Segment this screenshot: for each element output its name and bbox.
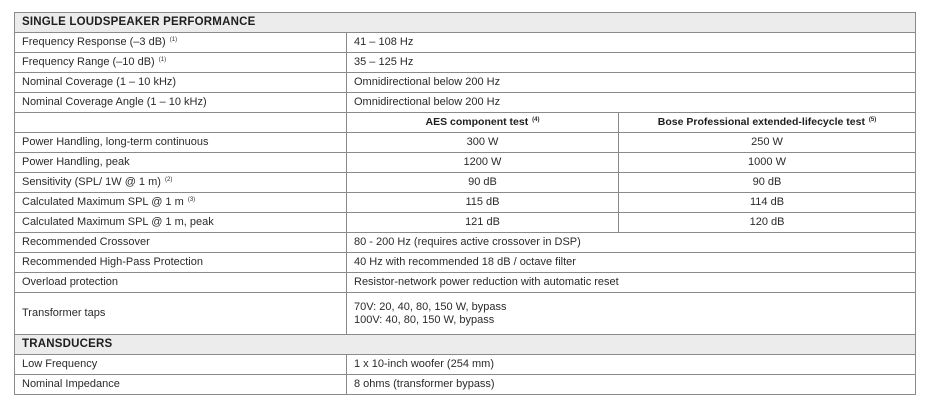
row-value-aes: 115 dB bbox=[347, 193, 619, 213]
table-row-nominal-coverage-angle bbox=[15, 93, 916, 113]
row-value-aes: 300 W bbox=[347, 133, 619, 153]
row-label: Low Frequency bbox=[15, 355, 347, 375]
spec-table-container bbox=[14, 12, 915, 395]
spec-table bbox=[14, 12, 916, 395]
row-value-bose: 120 dB bbox=[619, 213, 916, 233]
footnote-marker: (4) bbox=[532, 117, 540, 123]
row-label: Transformer taps bbox=[15, 293, 347, 335]
footnote-marker: (1) bbox=[169, 37, 178, 43]
column-header-aes: AES component test $^{(4)}$ bbox=[347, 113, 619, 133]
footnote-marker: (3) bbox=[187, 197, 196, 203]
table-row-frequency-range bbox=[15, 53, 916, 73]
table-row-transformer-taps bbox=[15, 293, 916, 335]
row-value-aes: 121 dB bbox=[347, 213, 619, 233]
section-title-transducers: TRANSDUCERS bbox=[15, 335, 916, 355]
footnote-marker: (2) bbox=[164, 177, 173, 183]
row-label: Frequency Response (–3 dB) $^{(1)}$ bbox=[15, 33, 347, 53]
row-label: Calculated Maximum SPL @ 1 m, peak bbox=[15, 213, 347, 233]
table-row-test-header bbox=[15, 113, 916, 133]
section-title-performance: SINGLE LOUDSPEAKER PERFORMANCE bbox=[15, 13, 916, 33]
row-label: Recommended Crossover bbox=[15, 233, 347, 253]
row-value-bose: 90 dB bbox=[619, 173, 916, 193]
section-header-transducers bbox=[15, 335, 916, 355]
row-value: 40 Hz with recommended 18 dB / octave filter bbox=[347, 253, 916, 273]
row-label: Nominal Coverage Angle (1 – 10 kHz) bbox=[15, 93, 347, 113]
table-row-crossover bbox=[15, 233, 916, 253]
row-label: Frequency Range (–10 dB) $^{(1)}$ bbox=[15, 53, 347, 73]
row-label: Nominal Impedance bbox=[15, 375, 347, 395]
transformer-taps-70v: 70V: 20, 40, 80, 150 W, bypass bbox=[354, 300, 507, 313]
row-label-empty bbox=[15, 113, 347, 133]
table-row-overload bbox=[15, 273, 916, 293]
row-label: Power Handling, peak bbox=[15, 153, 347, 173]
row-label: Nominal Coverage (1 – 10 kHz) bbox=[15, 73, 347, 93]
table-row-max-spl bbox=[15, 193, 916, 213]
table-row-nominal-coverage bbox=[15, 73, 916, 93]
row-label: Sensitivity (SPL/ 1W @ 1 m) $^{(2)}$ bbox=[15, 173, 347, 193]
table-row-max-spl-peak bbox=[15, 213, 916, 233]
footnote-marker: (1) bbox=[158, 57, 167, 63]
row-value: Omnidirectional below 200 Hz bbox=[347, 93, 916, 113]
table-row-power-continuous bbox=[15, 133, 916, 153]
row-value: Resistor-network power reduction with automatic reset bbox=[347, 273, 916, 293]
row-value-bose: 250 W bbox=[619, 133, 916, 153]
row-label: Calculated Maximum SPL @ 1 m $^{(3)}$ bbox=[15, 193, 347, 213]
table-row-frequency-response bbox=[15, 33, 916, 53]
row-value: 1 x 10-inch woofer (254 mm) bbox=[347, 355, 916, 375]
row-label: Power Handling, long-term continuous bbox=[15, 133, 347, 153]
row-value-bose: 1000 W bbox=[619, 153, 916, 173]
row-value-aes: 90 dB bbox=[347, 173, 619, 193]
row-label: Recommended High-Pass Protection bbox=[15, 253, 347, 273]
footnote-marker: (5) bbox=[868, 117, 877, 123]
table-row-low-frequency bbox=[15, 355, 916, 375]
table-row-sensitivity bbox=[15, 173, 916, 193]
row-value: Omnidirectional below 200 Hz bbox=[347, 73, 916, 93]
row-value-aes: 1200 W bbox=[347, 153, 619, 173]
column-header-bose: Bose Professional extended-lifecycle test $^{(5)}$ bbox=[619, 113, 916, 133]
row-value-bose: 114 dB bbox=[619, 193, 916, 213]
row-value: 80 - 200 Hz (requires active crossover in DSP) bbox=[347, 233, 916, 253]
row-value: 35 – 125 Hz bbox=[347, 53, 916, 73]
row-value: 8 ohms (transformer bypass) bbox=[347, 375, 916, 395]
table-row-nominal-impedance bbox=[15, 375, 916, 395]
section-header-performance bbox=[15, 13, 916, 33]
row-label: Overload protection bbox=[15, 273, 347, 293]
row-value bbox=[347, 293, 916, 335]
table-row-high-pass bbox=[15, 253, 916, 273]
row-value: 41 – 108 Hz bbox=[347, 33, 916, 53]
table-row-power-peak bbox=[15, 153, 916, 173]
transformer-taps-100v: 100V: 40, 80, 150 W, bypass bbox=[354, 313, 495, 326]
